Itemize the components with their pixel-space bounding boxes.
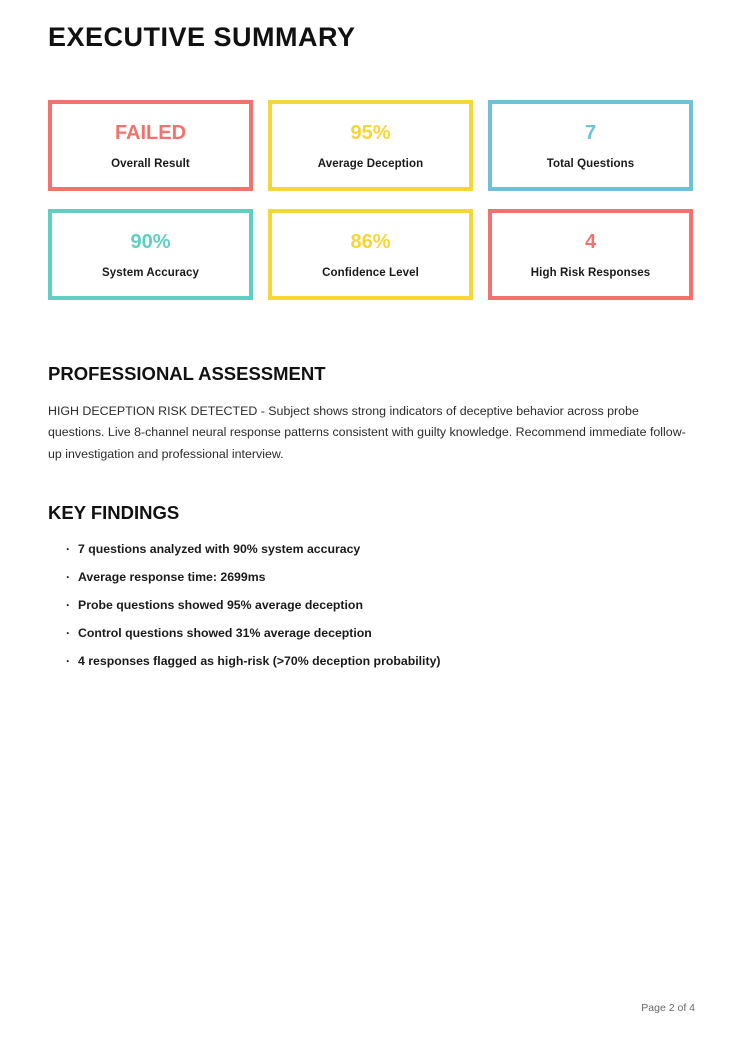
- bullet-marker: ·: [66, 653, 71, 668]
- findings-list: [48, 542, 695, 668]
- metric-label: Overall Result: [111, 157, 190, 170]
- assessment-body: HIGH DECEPTION RISK DETECTED - Subject shows strong indicators of deceptive behavior across probe questions. Live 8-channel neural response patterns consistent with guilty knowledge. Recommend immediate follow-up investigation and professional interview.: [48, 404, 686, 461]
- metric-value: 4: [584, 230, 597, 253]
- metric-label: High Risk Responses: [530, 266, 651, 279]
- metric-card-system-accuracy: [48, 209, 253, 300]
- metric-card-average-deception: [268, 100, 473, 191]
- page-title: EXECUTIVE SUMMARY: [48, 22, 356, 52]
- metrics-grid: [48, 100, 695, 300]
- metric-card-confidence-level: [268, 209, 473, 300]
- list-item: [68, 542, 695, 556]
- metric-label: Average Deception: [317, 157, 424, 170]
- metric-value: 95%: [350, 121, 391, 144]
- bullet-marker: ·: [66, 625, 71, 640]
- list-item: [68, 654, 695, 668]
- assessment-heading: PROFESSIONAL ASSESSMENT: [48, 363, 326, 384]
- metric-value: 90%: [130, 230, 171, 253]
- metric-value: 7: [584, 121, 597, 144]
- list-item: [68, 598, 695, 612]
- bullet-marker: ·: [66, 569, 71, 584]
- list-item-text: 4 responses flagged as high-risk (>70% deception probability): [78, 653, 441, 668]
- metric-card-high-risk-responses: [488, 209, 693, 300]
- bullet-marker: ·: [66, 541, 71, 556]
- page-footer: Page 2 of 4: [641, 1002, 695, 1014]
- list-item: [68, 626, 695, 640]
- metric-value: FAILED: [114, 121, 187, 144]
- metric-label: System Accuracy: [102, 266, 199, 279]
- metric-card-total-questions: [488, 100, 693, 191]
- metric-card-overall-result: [48, 100, 253, 191]
- list-item: [68, 570, 695, 584]
- metric-label: Total Questions: [546, 157, 635, 170]
- findings-heading: KEY FINDINGS: [48, 501, 180, 523]
- metric-value: 86%: [350, 230, 391, 253]
- bullet-marker: ·: [66, 597, 71, 612]
- metric-label: Confidence Level: [322, 266, 419, 279]
- list-item-text: Average response time: 2699ms: [78, 569, 266, 584]
- list-item-text: Probe questions showed 95% average deception: [78, 597, 363, 612]
- list-item-text: 7 questions analyzed with 90% system accuracy: [78, 541, 361, 556]
- list-item-text: Control questions showed 31% average deception: [78, 625, 372, 640]
